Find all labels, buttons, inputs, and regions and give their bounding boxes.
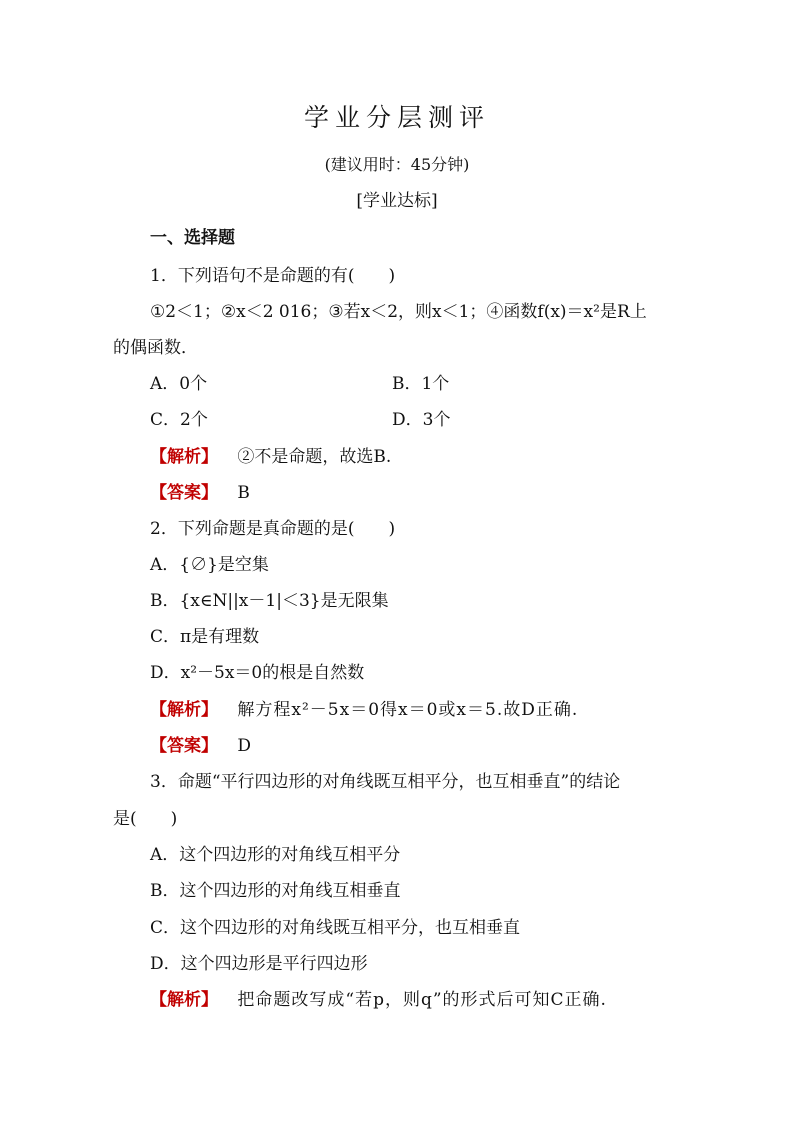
q3-option-b: B．这个四边形的对角线互相垂直 [150,881,401,901]
q1-analysis [150,446,391,468]
q2-option-c: C．π是有理数 [150,627,260,647]
analysis-tag: 【解析】 [150,447,218,467]
q1-analysis-text: ②不是命题，故选B. [237,447,392,467]
q1-option-d: D．3个 [392,410,451,430]
q3-option-a: A．这个四边形的对角线互相平分 [150,845,401,865]
analysis-tag: 【解析】 [150,990,218,1010]
q1-statement-line-cont: 的偶函数． [113,338,198,358]
q2-option-b: B．{x∈N||x－1|＜3}是无限集 [150,591,389,611]
q2-option-a: A．{∅}是空集 [150,555,269,575]
analysis-tag: 【解析】 [150,700,218,720]
q3-analysis [150,989,607,1011]
section-heading: 一、选择题 [150,228,235,248]
time-suggestion: (建议用时：45分钟) [324,155,470,174]
q1-statement-line: ①2＜1；②x＜2 016；③若x＜2，则x＜1；④函数f(x)＝x²是R上 [150,302,647,322]
q2-answer-text: D [237,736,252,756]
q1-stem: 1．下列语句不是命题的有( ) [150,266,396,286]
q3-stem-cont: 是( ) [113,809,178,829]
answer-tag: 【答案】 [150,483,218,503]
q1-option-a: A．0个 [150,374,208,394]
q2-stem: 2．下列命题是真命题的是( ) [150,519,396,539]
q2-analysis-text: 解方程x²－5x＝0得x＝0或x＝5.故D正确. [237,700,579,720]
section-label: [学业达标] [356,191,438,211]
q1-answer [150,482,250,504]
q1-option-b: B．1个 [392,374,450,394]
q2-option-d: D．x²－5x＝0的根是自然数 [150,663,365,683]
q3-analysis-text: 把命题改写成“若p，则q”的形式后可知C正确. [237,990,607,1010]
q2-answer [150,735,251,757]
answer-tag: 【答案】 [150,736,218,756]
q2-analysis [150,699,578,721]
q3-option-d: D．这个四边形是平行四边形 [150,954,368,974]
q3-option-c: C．这个四边形的对角线既互相平分，也互相垂直 [150,918,521,938]
page-title: 学业分层测评 [303,103,490,132]
q1-option-c: C．2个 [150,410,208,430]
q3-stem: 3．命题“平行四边形的对角线既互相平分，也互相垂直”的结论 [150,772,621,792]
q1-answer-text: B [237,483,250,503]
